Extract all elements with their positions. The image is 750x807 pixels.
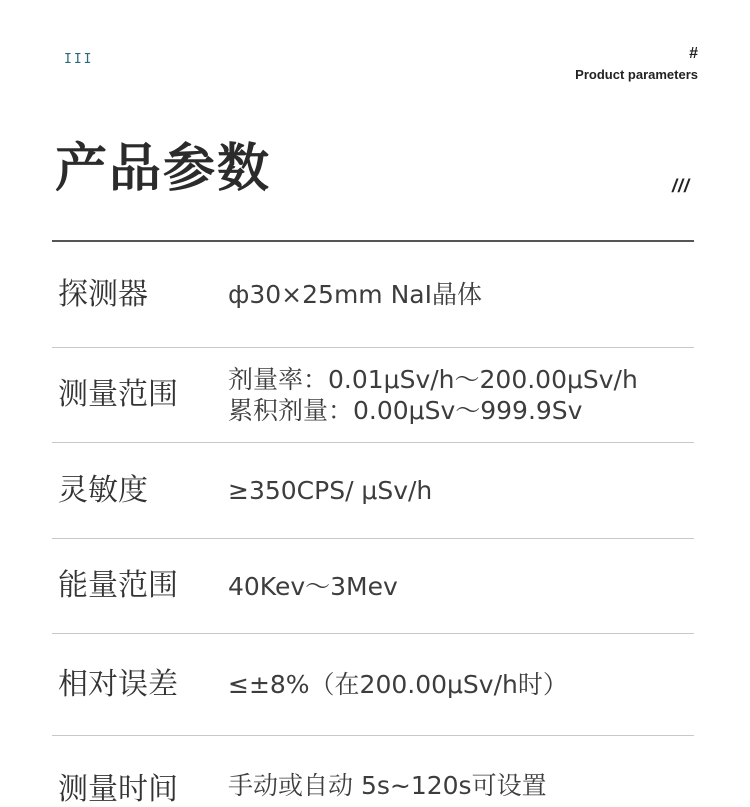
top-left-decorative-mark: III [64,52,94,67]
param-label: 测量范围 [58,377,178,412]
param-value [228,770,694,801]
param-label: 探测器 [58,276,148,312]
param-label: 相对误差 [58,666,178,702]
english-subtitle: Product parameters [575,67,698,82]
param-row-relative-error [52,634,694,736]
param-value-line: 手动或自动 5s~120s可设置 [228,771,547,800]
param-value-line: ф30×25mm NaI晶体 [228,280,482,309]
param-row-detector [52,242,694,348]
hash-mark: # [689,45,698,62]
param-label: 灵敏度 [58,472,148,508]
param-value-line: ≥350CPS/ μSv/h [228,476,433,505]
parameter-table [52,242,694,807]
param-value [228,669,694,700]
param-label: 测量时间 [58,772,178,807]
param-value [228,571,694,602]
param-row-energy-range [52,539,694,634]
param-value [228,279,694,310]
param-value [228,364,694,426]
header-top-right [575,44,698,84]
param-value-line: 剂量率：0.01μSv/h～200.00μSv/h [228,365,638,394]
param-value-line: 累积剂量：0.00μSv～999.9Sv [228,396,583,425]
param-row-sensitivity [52,443,694,539]
param-row-measurement-range [52,348,694,443]
param-label: 能量范围 [58,568,178,603]
param-value-line: ≤±8%（在200.00μSv/h时） [228,670,568,699]
slash-decoration: /// [671,176,690,196]
param-row-measurement-time [52,736,694,807]
page-title: 产品参数 [55,139,272,199]
param-value [228,475,694,506]
param-value-line: 40Kev～3Mev [228,571,398,601]
